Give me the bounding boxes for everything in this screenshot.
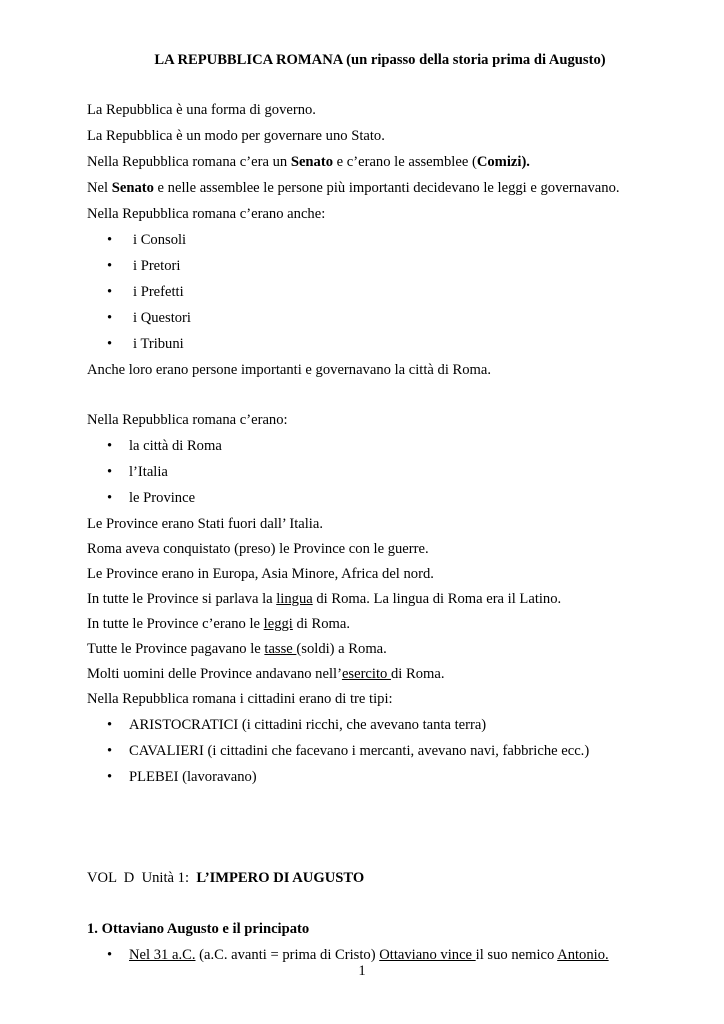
text-run: di Roma. xyxy=(292,616,351,632)
provinces-line-1: Le Province erano Stati fuori dall’ Italia. xyxy=(87,516,323,532)
intro-line-4 xyxy=(87,179,620,197)
intro-line-5: Nella Repubblica romana c’erano anche: xyxy=(87,206,326,222)
text-run: (soldi) a Roma. xyxy=(296,641,387,657)
bold-term-senato: Senato xyxy=(290,154,333,170)
provinces-line-3: Le Province erano in Europa, Asia Minore, Africa del nord. xyxy=(87,566,434,582)
text-run: (a.C. avanti = prima di Cristo) xyxy=(195,947,380,963)
territories-intro: Nella Repubblica romana c’erano: xyxy=(87,412,288,428)
underlined-phrase: Ottaviano vince xyxy=(379,947,476,963)
bullet-icon: • xyxy=(107,284,113,300)
text-run: ). xyxy=(521,154,530,170)
bullet-icon: • xyxy=(107,947,113,963)
text-run: di Roma. La lingua di Roma era il Latino. xyxy=(312,591,562,607)
provinces-line-2: Roma aveva conquistato (preso) le Province con le guerre. xyxy=(87,541,429,557)
underlined-term-lingua: lingua xyxy=(276,591,313,607)
list-item-text: i Consoli xyxy=(133,232,187,248)
provinces-line-6 xyxy=(87,640,387,658)
text-run: In tutte le Province si parlava la xyxy=(87,591,277,607)
list-item xyxy=(107,768,257,786)
bold-term-comizi: Comizi xyxy=(476,154,522,170)
bullet-icon: • xyxy=(107,258,113,274)
text-run: In tutte le Province c’erano le xyxy=(87,616,264,632)
unit-title: L’IMPERO DI AUGUSTO xyxy=(196,870,365,886)
list-item xyxy=(107,231,187,249)
bullet-icon: • xyxy=(107,769,113,785)
magistrates-note: Anche loro erano persone importanti e governavano la città di Roma. xyxy=(87,362,492,378)
underlined-term-esercito: esercito xyxy=(341,666,391,682)
underlined-name: Antonio. xyxy=(557,947,609,963)
underlined-term-leggi: leggi xyxy=(263,616,293,632)
underlined-date: Nel 31 a.C. xyxy=(129,947,196,963)
page-title: LA REPUBBLICA ROMANA (un ripasso della storia prima di Augusto) xyxy=(154,52,606,68)
section-heading: 1. Ottaviano Augusto e il principato xyxy=(87,921,310,937)
unit-heading xyxy=(87,869,364,887)
bullet-icon: • xyxy=(107,490,113,506)
bullet-icon: • xyxy=(107,232,113,248)
underlined-term-tasse: tasse xyxy=(264,641,297,657)
list-item xyxy=(107,437,222,455)
text-run: Molti uomini delle Province andavano nell’ xyxy=(87,666,342,682)
list-item xyxy=(107,335,184,353)
list-item-text: le Province xyxy=(129,490,196,506)
bullet-icon: • xyxy=(107,310,113,326)
bullet-icon: • xyxy=(107,336,113,352)
list-item-text: PLEBEI (lavoravano) xyxy=(129,769,257,785)
list-item xyxy=(107,742,590,760)
intro-line-3 xyxy=(87,153,530,171)
bullet-icon: • xyxy=(107,438,113,454)
bullet-icon: • xyxy=(107,717,113,733)
text-run: di Roma. xyxy=(390,666,445,682)
intro-line-2: La Repubblica è un modo per governare uno Stato. xyxy=(87,128,385,144)
list-item xyxy=(107,283,184,301)
text-run: il suo nemico xyxy=(475,947,558,963)
text-run: e c’erano le assemblee ( xyxy=(333,154,477,170)
list-item xyxy=(107,716,487,734)
provinces-line-4 xyxy=(87,590,561,608)
provinces-line-8: Nella Repubblica romana i cittadini erano di tre tipi: xyxy=(87,691,393,707)
list-item xyxy=(107,463,168,481)
list-item xyxy=(107,946,609,964)
bold-term-senato: Senato xyxy=(111,180,154,196)
page-number: 1 xyxy=(358,963,366,979)
list-item xyxy=(107,309,191,327)
list-item-text: i Tribuni xyxy=(133,336,184,352)
list-item-text: i Pretori xyxy=(133,258,181,274)
list-item-text xyxy=(129,946,609,964)
list-item-text: i Questori xyxy=(133,310,191,326)
bullet-icon: • xyxy=(107,464,113,480)
text-run: Nella Repubblica romana c’era un xyxy=(87,154,291,170)
list-item xyxy=(107,257,181,275)
provinces-line-7 xyxy=(87,665,444,683)
list-item-text: i Prefetti xyxy=(133,284,184,300)
text-run: Tutte le Province pagavano le xyxy=(87,641,265,657)
list-item-text: ARISTOCRATICI (i cittadini ricchi, che avevano tanta terra) xyxy=(129,717,487,733)
text-run: Nel xyxy=(87,180,112,196)
list-item-text: la città di Roma xyxy=(129,438,222,454)
list-item-text: l’Italia xyxy=(129,464,168,480)
list-item-text: CAVALIERI (i cittadini che facevano i mercanti, avevano navi, fabbriche ecc.) xyxy=(129,743,590,759)
provinces-line-5 xyxy=(87,615,350,633)
bullet-icon: • xyxy=(107,743,113,759)
text-run: e nelle assemblee le persone più importanti decidevano le leggi e governavano. xyxy=(153,180,620,196)
intro-line-1: La Repubblica è una forma di governo. xyxy=(87,102,316,118)
list-item xyxy=(107,489,196,507)
unit-prefix: VOL D Unità 1: xyxy=(87,870,197,886)
